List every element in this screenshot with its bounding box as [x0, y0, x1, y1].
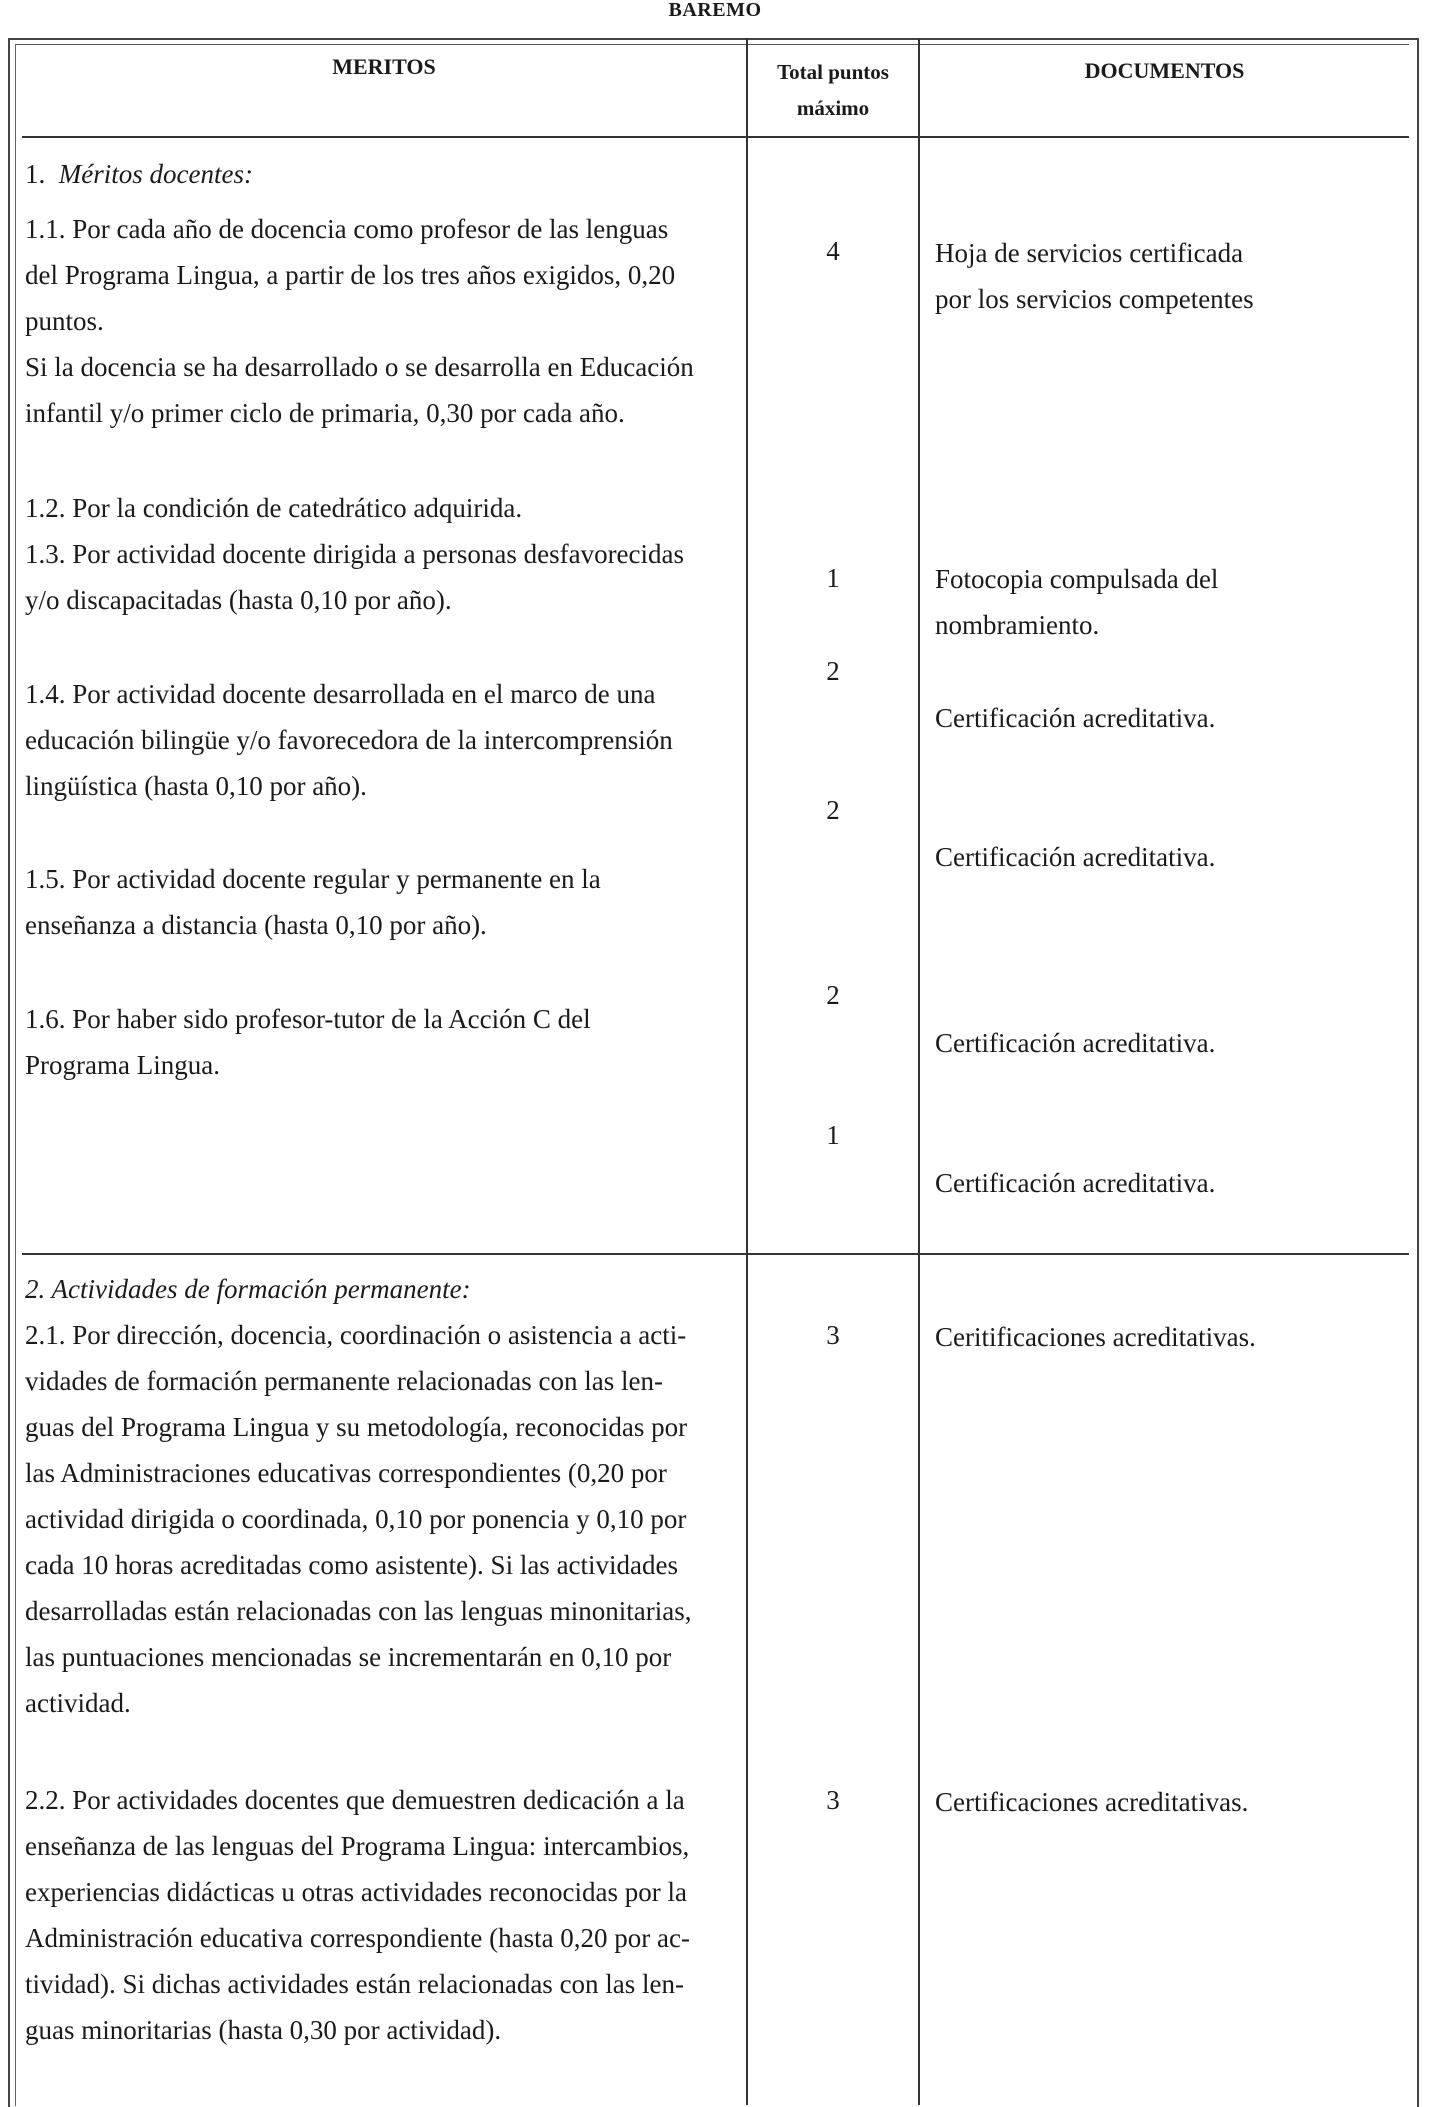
merit-1-4 — [25, 671, 673, 809]
text-line: 1.3. Por actividad docente dirigida a personas desfavorecidas — [25, 539, 685, 569]
doc-1-4: Certificación acreditativa. — [935, 842, 1216, 872]
doc-2-2: Certificaciones acreditativas. — [935, 1787, 1249, 1817]
section2-heading: 2. Actividades de formación permanente: — [25, 1274, 471, 1304]
text-line: 1.4. Por actividad docente desarrollada en el marco de una — [25, 679, 656, 709]
text-line: 1.1. Por cada año de docencia como profesor de las lenguas — [25, 214, 669, 244]
section1-title: Méritos docentes: — [58, 159, 253, 189]
header-total-line2: máximo — [796, 96, 870, 120]
points-2-1: 3 — [826, 1320, 840, 1350]
doc-line: nombramiento. — [935, 610, 1100, 640]
points-1-5: 2 — [826, 980, 840, 1010]
header-meritos: MERITOS — [332, 54, 436, 79]
text-line: del Programa Lingua, a partir de los tres años exigidos, 0,20 — [25, 260, 676, 290]
merit-2-1 — [25, 1312, 692, 1726]
text-line: actividad. — [25, 1688, 131, 1718]
text-line: enseñanza de las lenguas del Programa Lingua: intercambios, — [25, 1831, 690, 1861]
column-divider-2 — [918, 38, 920, 2105]
text-line: guas minoritarias (hasta 0,30 por actividad). — [25, 2015, 502, 2045]
points-2-2: 3 — [826, 1785, 840, 1815]
text-line: tividad). Si dichas actividades están relacionadas con las len- — [25, 1969, 685, 1999]
text-line: actividad dirigida o coordinada, 0,10 por ponencia y 0,10 por — [25, 1504, 687, 1534]
text-line: Programa Lingua. — [25, 1050, 220, 1080]
text-line: y/o discapacitadas (hasta 0,10 por año). — [25, 585, 452, 615]
doc-1-5: Certificación acreditativa. — [935, 1028, 1216, 1058]
text-line: las Administraciones educativas correspondientes (0,20 por — [25, 1458, 667, 1488]
text-line: experiencias didácticas u otras actividades reconocidas por la — [25, 1877, 687, 1907]
section1-heading — [25, 151, 253, 197]
points-1-6: 1 — [826, 1120, 840, 1150]
text-line: educación bilingüe y/o favorecedora de la intercomprensión — [25, 725, 673, 755]
points-1-1: 4 — [826, 236, 840, 266]
text-line: 1.2. Por la condición de catedrático adquirida. — [25, 493, 523, 523]
text-line: 1.6. Por haber sido profesor-tutor de la Acción C del — [25, 1004, 591, 1034]
merit-1-5 — [25, 856, 601, 948]
points-1-3: 2 — [826, 656, 840, 686]
header-documentos: DOCUMENTOS — [1084, 58, 1245, 83]
merit-1-6 — [25, 996, 591, 1088]
doc-line: Hoja de servicios certificada — [935, 238, 1244, 268]
text-line: enseñanza a distancia (hasta 0,10 por año). — [25, 910, 487, 940]
text-line: Administración educativa correspondiente (hasta 0,20 por ac- — [25, 1923, 691, 1953]
text-line: desarrolladas están relacionadas con las lenguas minonitarias, — [25, 1596, 692, 1626]
points-1-2: 1 — [826, 563, 840, 593]
doc-line: por los servicios competentes — [935, 284, 1254, 314]
text-line: 2.1. Por dirección, docencia, coordinación o asistencia a acti- — [25, 1320, 687, 1350]
doc-1-1 — [935, 230, 1254, 322]
merit-1-3 — [25, 531, 684, 623]
points-1-4: 2 — [826, 795, 840, 825]
doc-1-2 — [935, 556, 1218, 648]
text-line: guas del Programa Lingua y su metodología, reconocidas por — [25, 1412, 688, 1442]
merit-1-1 — [25, 206, 694, 436]
text-line: infantil y/o primer ciclo de primaria, 0,30 por cada año. — [25, 398, 625, 428]
text-line: Si la docencia se ha desarrollado o se desarrolla en Educación — [25, 352, 694, 382]
merit-1-2 — [25, 485, 522, 531]
doc-1-3: Certificación acreditativa. — [935, 703, 1216, 733]
page-title: BAREMO — [668, 0, 762, 21]
doc-2-1: Ceritificaciones acreditativas. — [935, 1322, 1256, 1352]
text-line: cada 10 horas acreditadas como asistente). Si las actividades — [25, 1550, 679, 1580]
text-line: 1.5. Por actividad docente regular y permanente en la — [25, 864, 601, 894]
header-total-points — [748, 54, 918, 126]
merit-2-2 — [25, 1777, 690, 2053]
header-divider — [22, 136, 1409, 138]
text-line: las puntuaciones mencionadas se incrementarán en 0,10 por — [25, 1642, 672, 1672]
column-divider-1 — [746, 38, 748, 2105]
text-line: puntos. — [25, 306, 104, 336]
section-divider — [22, 1253, 1409, 1255]
header-total-line1: Total puntos — [777, 60, 889, 84]
doc-1-6: Certificación acreditativa. — [935, 1168, 1216, 1198]
doc-line: Fotocopia compulsada del — [935, 564, 1219, 594]
section1-number: 1. — [25, 159, 46, 189]
text-line: vidades de formación permanente relacionadas con las len- — [25, 1366, 663, 1396]
text-line: lingüística (hasta 0,10 por año). — [25, 771, 367, 801]
text-line: 2.2. Por actividades docentes que demuestren dedicación a la — [25, 1785, 685, 1815]
